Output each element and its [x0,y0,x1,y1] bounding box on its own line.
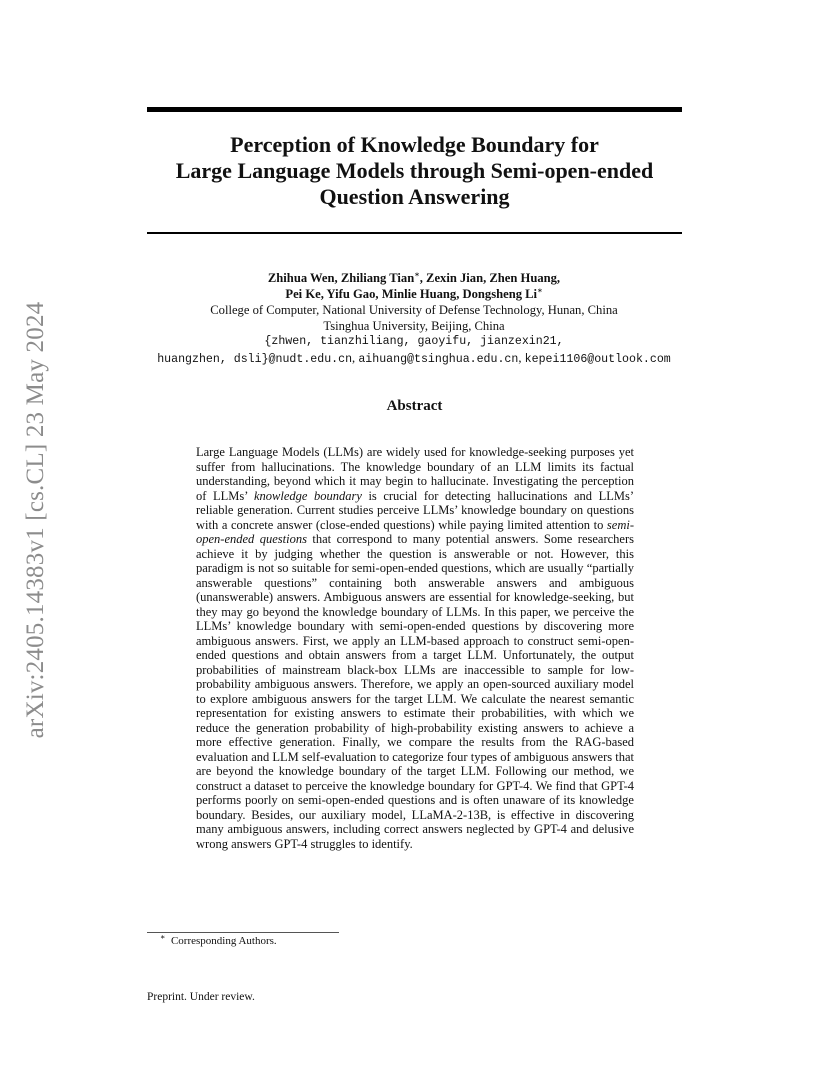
paper-title [147,132,682,210]
title-bottom-rule [147,232,682,234]
authors-part-3: Pei Ke, Yifu Gao, Minlie Huang, Dongsheng Li [285,287,538,301]
emails-line-1: {zhwen, tianzhiliang, gaoyifu, jianzexin21, [264,335,564,348]
footnote-text: Corresponding Authors. [170,935,277,947]
footnote-mark: ∗ [160,932,166,942]
abstract-text-2: is crucial for detecting hallucinations and LLMs’ reliable generation. Current studies perceive LLMs’ knowledge boundary on questions with a concrete answer (close-ended questions) while paying limited attention to [196,488,635,532]
preprint-note: Preprint. Under review. [147,991,255,1003]
abstract-emphasis-2: semi-open-ended questions [196,517,634,546]
footnote [160,932,277,948]
email-separator: , [352,351,359,365]
corresponding-mark: ∗ [537,285,543,295]
title-line-3: Question Answering [319,184,510,209]
abstract-text-1: Large Language Models (LLMs) are widely used for knowledge-seeking purposes yet suffer from hallucinations. The knowledge boundary of an LLM limits its factual understanding, beyond which it may begin to hallucinate. Investigating the perception of LLMs’ [196,445,634,503]
affiliation-nudt: College of Computer, National University of Defense Technology, Hunan, China [210,303,618,317]
author-block [130,270,698,368]
affiliation-tsinghua: Tsinghua University, Beijing, China [323,319,505,333]
abstract-emphasis-1: knowledge boundary [253,488,362,503]
arxiv-identifier-stamp: arXiv:2405.14383v1 [cs.CL] 23 May 2024 [22,301,49,739]
authors-part-2: , Zexin Jian, Zhen Huang, [419,271,561,285]
abstract-text-3: that correspond to many potential answers. Some researchers achieve it by judging whether the question is answerable or not. However, this paradigm is not so suitable for semi-open-ended questions, which are usually “partially answerable questions” containing both answerable answers and ambiguous (unanswerable) answers. Ambiguous answers are essential for knowledge-seeking, but they may go beyond the knowledge boundary of LLMs. In this paper, we perceive the LLMs’ knowledge boundary with semi-open-ended questions by discovering more ambiguous answers. First, we apply an LLM-based approach to construct semi-open-ended questions and obtain answers from a target LLM. Unfortunately, the output probabilities of mainstream black-box LLMs are inaccessible to sample for low-probability ambiguous answers. Therefore, we apply an open-sourced auxiliary model to explore ambiguous answers for the target LLM. We calculate the nearest semantic representation for existing answers to estimate their probabilities, with which we reduce the generation probability of high-probability existing answers to achieve a more effective generation. Finally, we compare the results from the RAG-based evaluation and LLM self-evaluation to categorize four types of ambiguous answers that are beyond the knowledge boundary of the target LLM. Following our method, we construct a dataset to perceive the knowledge boundary for GPT-4. We find that GPT-4 performs poorly on semi-open-ended questions and is often unaware of its knowledge boundary. Besides, our auxiliary model, LLaMA-2-13B, is effective in discovering many ambiguous answers, including correct answers neglected by GPT-4 and delusive wrong answers GPT-4 struggles to identify. [196,532,634,851]
title-line-2: Large Language Models through Semi-open-ended [175,158,654,183]
abstract-body [196,445,634,851]
title-top-rule [147,107,682,112]
author-names-line-2 [130,286,698,302]
emails-line-2 [130,350,698,368]
email-outlook: kepei1106@outlook.com [524,353,671,366]
email-tsinghua: aihuang@tsinghua.edu.cn [358,353,519,366]
author-names-line-1 [130,270,698,286]
email-nudt: huangzhen, dsli}@nudt.edu.cn [157,353,353,366]
abstract-heading: Abstract [386,398,443,414]
footnote-rule [147,932,339,933]
email-separator: , [518,351,525,365]
title-line-1: Perception of Knowledge Boundary for [230,132,599,157]
authors-part-1: Zhihua Wen, Zhiliang Tian [267,271,415,285]
corresponding-mark: ∗ [414,269,420,279]
